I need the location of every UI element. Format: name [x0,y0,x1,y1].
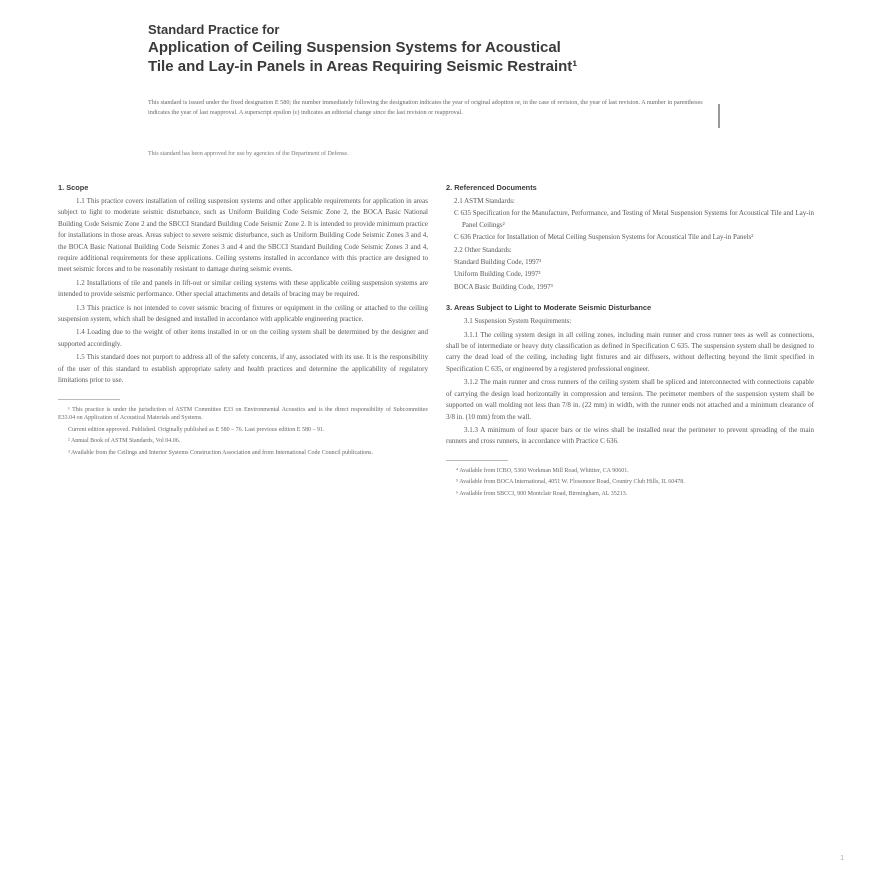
document-title [148,22,748,76]
reference-item: C 636 Practice for Installation of Metal Ceiling Suspension Systems for Acoustical Tile and Lay-in Panels² [454,233,754,242]
footnote: ⁵ Available from BOCA International, 4051 W. Flossmoor Road, Country Club Hills, IL 60478. [456,479,685,486]
reference-item: Standard Building Code, 1997³ [454,258,542,267]
footnote: ² Annual Book of ASTM Standards, Vol 04.06. [68,438,181,445]
footnote-divider [58,399,120,400]
right-column [446,182,814,502]
paragraph: 3.1 Suspension System Requirements: [464,317,572,326]
paragraph: 1.5 This standard does not purport to address all of the safety concerns, if any, associated with its use. It is the responsibility of the user of this standard to establish appropriate safety and health practices and determine the applicability of regulatory limitations prior to use. [58,353,428,385]
reference-item: 2.2 Other Standards: [454,245,512,254]
title-line-2: Application of Ceiling Suspension Systems for Acoustical [148,39,561,56]
left-column [58,182,428,460]
paragraph: 3.1.2 The main runner and cross runners of the ceiling system shall be spliced and interconnected with connections capable of carrying the design load horizontally in compression and tension. The perimeter members of the suspension system shall be supported on wall molding not less than 7/8 in. (22 mm) in width, with the runner ends not attached and a minimum clearance of 3/8 in. (10 mm) from the wall. [446,378,814,421]
preamble-note: This standard has been approved for use by agencies of the Department of Defense. [148,151,349,157]
reference-item: Uniform Building Code, 1997³ [454,270,541,279]
paragraph: 1.2 Installations of tile and panels in lift-out or similar ceiling systems with these applicable ceiling suspension systems are intended to provide seismic performance. Other special attachments and details of bracing may be required. [58,278,428,299]
paragraph: 1.4 Loading due to the weight of other items installed in or on the ceiling system shall be determined by the designer and supported accordingly. [58,328,428,348]
section-heading-scope: 1. Scope [58,183,89,192]
reference-item: BOCA Basic Building Code, 1997³ [454,282,553,291]
footnote-divider [446,460,508,461]
paragraph: 1.1 This practice covers installation of ceiling suspension systems and other applicable requirements for application in areas subject to light to moderate seismic disturbance, such as Uniform Building Code Seismic Zone 2, the BOCA Basic National Building Code Seismic Zone 2 and the SBCCI Standard Building Code Seismic Zone 2. It is intended to provide minimum practice for installations in those areas. Areas subject to severe seismic disturbance, such as Uniform Building Code Seismic Zones 3 and 4, the BOCA Basic National Building Code Seismic Zones 3 and 4 and the SBCCI Standard Building Code Seismic Zones 3 and 4, require additional requirements for these applications. Ceiling systems installed in accordance with this practice are designed to meet seismic forces and to be reasonably resistant to damage during seismic events. [58,197,428,274]
reference-item: 2.1 ASTM Standards: [454,197,515,205]
footnote: Current edition approved. Published. Originally published as E 580 – 76. Last previous edition E 580 – 91. [68,426,325,433]
paragraph: 1.3 This practice is not intended to cover seismic bracing of fixtures or equipment in the ceiling or attached to the ceiling suspension system, which shall be designed and installed in accordance with applicable engineering practice. [58,303,428,324]
footnote: ⁴ Available from ICBO, 5360 Workman Mill Road, Whittier, CA 90601. [456,467,629,474]
footnote: ³ Available from the Ceilings and Interior Systems Construction Association and from International Code Council publications. [68,449,373,456]
section-heading-seismic-areas: 3. Areas Subject to Light to Moderate Seismic Disturbance [446,303,652,313]
preamble-text: This standard is issued under the fixed designation E 580; the number immediately following the designation indicates the year of original adoption or, in the case of revision, the year of last revision. A number in parentheses indicates the year of last reapproval. A superscript epsilon (ε) indicates an editorial change since the last revision or reapproval. [148,99,703,116]
paragraph: 3.1.3 A minimum of four spacer bars or tie wires shall be installed near the perimeter to prevent spreading of the main runners and cross runners, in accordance with Practice C 636. [446,425,814,446]
title-line-3: Tile and Lay-in Panels in Areas Requiring Seismic Restraint¹ [148,58,578,75]
paragraph: 3.1.1 The ceiling system design in all ceiling zones, including main runner and cross runner tees as well as connections, shall be of intermediate or heavy duty classification as defined in Specification C 635. The suspension system shall be designed to carry the dead load of the ceiling, including light fixtures and air diffusers, without deflecting beyond the limit specified in Specification C 635, or engineered by a registered professional engineer. [446,330,814,373]
reference-item: C 635 Specification for the Manufacture, Performance, and Testing of Metal Suspension Systems for Acoustical Tile and Lay-in Panel Ceilings² [454,209,814,229]
revision-bar [718,104,720,128]
section-heading-referenced-documents: 2. Referenced Documents [446,183,537,192]
footnote: ¹ This practice is under the jurisdiction of ASTM Committee E33 on Environmental Acoustics and is the direct responsibility of Subcommittee E33.04 on Application of Acoustical Materials and Systems. [58,406,428,422]
footnote: ⁶ Available from SBCCI, 900 Montclair Road, Birmingham, AL 35213. [456,490,628,497]
title-line-1: Standard Practice for [148,22,280,37]
page-number: 1 [840,855,844,862]
